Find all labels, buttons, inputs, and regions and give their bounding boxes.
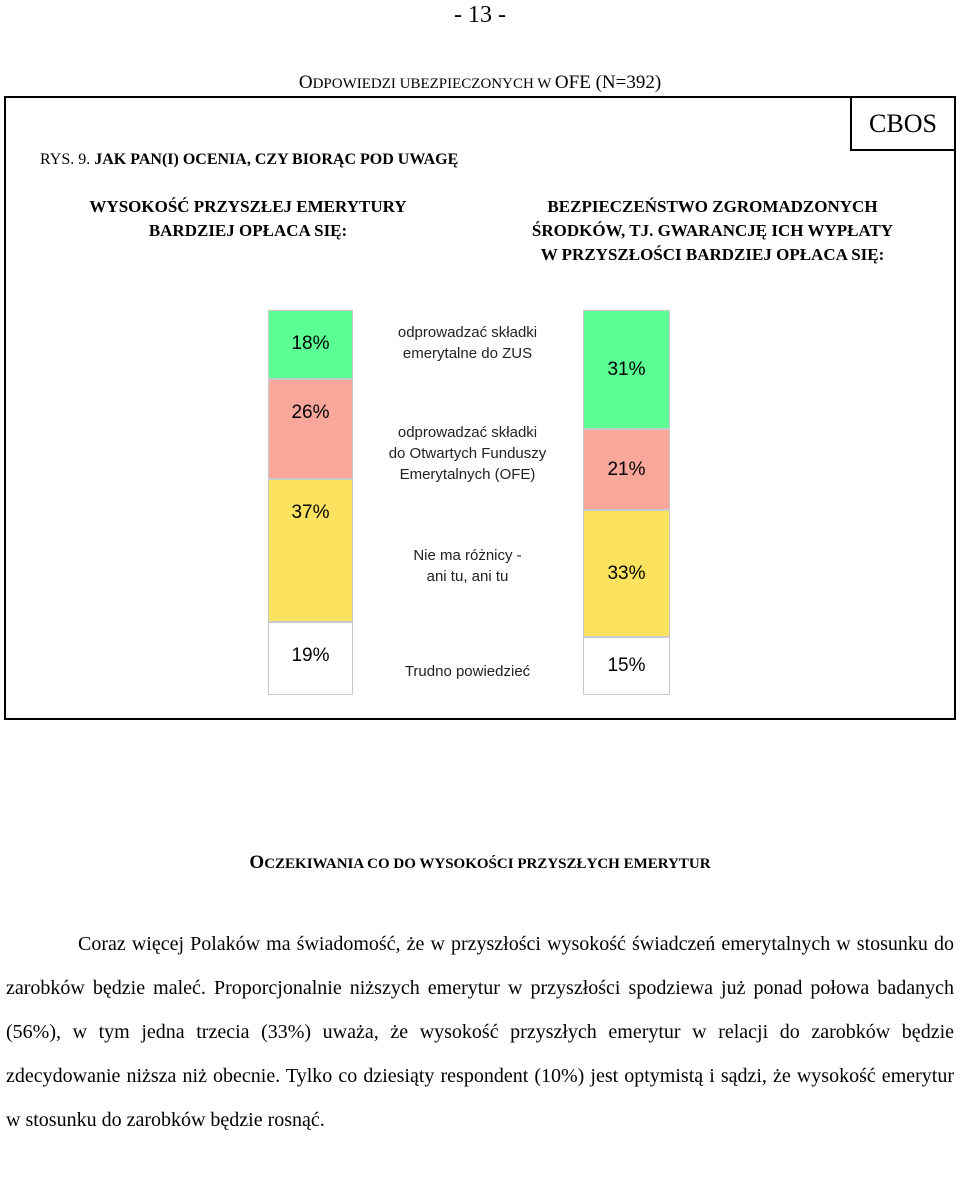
chart-heading-initial: O xyxy=(298,72,313,93)
bar-segment-right xyxy=(583,429,670,510)
data-label: 21% xyxy=(607,458,646,480)
chart-heading-sample: (N=392) xyxy=(590,72,662,93)
category-label xyxy=(355,661,580,682)
category-label xyxy=(355,545,580,587)
data-label: 18% xyxy=(291,333,330,354)
data-label: 26% xyxy=(291,402,330,424)
figure-number: RYS. 9. xyxy=(40,151,91,168)
figure-question: JAK PAN(I) OCENIA, CZY BIORĄC POD UWAGĘ xyxy=(94,151,459,168)
category-label-line: Nie ma różnicy - xyxy=(413,547,522,564)
page-number: - 13 - xyxy=(454,2,506,28)
bar-segment-right xyxy=(583,310,670,429)
section-heading-initial: O xyxy=(249,852,265,873)
category-label-line: odprowadzać składki xyxy=(397,324,538,341)
source-label: CBOS xyxy=(850,96,956,151)
bar-segment-right xyxy=(583,637,670,695)
right-column-header xyxy=(495,195,930,267)
bar-segment-left xyxy=(268,622,353,695)
data-label: 33% xyxy=(607,562,646,584)
data-label: 31% xyxy=(607,358,646,380)
bar-segment-left xyxy=(268,479,353,621)
category-label-line: Trudno powiedzieć xyxy=(404,663,531,680)
figure-frame xyxy=(4,96,956,720)
category-label-line: Emerytalnych (OFE) xyxy=(399,466,536,483)
category-label xyxy=(355,422,580,485)
left-header-line: BARDZIEJ OPŁACA SIĘ: xyxy=(148,221,348,240)
category-label-line: do Otwartych Funduszy xyxy=(388,445,547,462)
right-header-line: BEZPIECZEŃSTWO ZGROMADZONYCH xyxy=(547,197,878,216)
category-label xyxy=(355,322,580,364)
right-header-line: ŚRODKÓW, TJ. GWARANCJĘ ICH WYPŁATY xyxy=(531,221,894,240)
chart-heading xyxy=(0,72,960,94)
section-heading xyxy=(0,852,960,874)
section-heading-text: CZEKIWANIA CO DO WYSOKOŚCI PRZYSZŁYCH EMERYTUR xyxy=(264,856,711,872)
body-paragraph: Coraz więcej Polaków ma świadomość, że w przyszłości wysokość świadczeń emerytalnych w stosunku do zarobków będzie maleć. Proporcjonalnie niższych emerytur w przyszłości spodziewa już ponad połowa badanych (56%), w tym jedna trzecia (33%) uważa, że wysokość przyszłych emerytur w relacji do zarobków będzie zdecydowanie niższa niż obecnie. Tylko co dziesiąty respondent (10%) jest optymistą i sądzi, że wysokość emerytur w stosunku do zarobków będzie rosnąć. xyxy=(6,933,954,1131)
data-label: 15% xyxy=(607,655,646,677)
category-label-line: emerytalne do ZUS xyxy=(402,345,533,362)
right-header-line: W PRZYSZŁOŚCI BARDZIEJ OPŁACA SIĘ: xyxy=(540,245,885,264)
chart-heading-text: DPOWIEDZI UBEZPIECZONYCH W xyxy=(312,76,555,92)
left-column-header xyxy=(70,195,426,243)
figure-title xyxy=(40,151,458,169)
category-label-line: odprowadzać składki xyxy=(397,424,538,441)
bar-segment-left xyxy=(268,379,353,479)
category-label-line: ani tu, ani tu xyxy=(426,568,509,585)
data-label: 19% xyxy=(291,644,330,666)
data-label: 37% xyxy=(291,502,330,524)
bar-segment-left xyxy=(268,310,353,379)
left-header-line: WYSOKOŚĆ PRZYSZŁEJ EMERYTURY xyxy=(89,197,407,216)
chart-heading-ofe: OFE xyxy=(554,72,591,93)
bar-segment-right xyxy=(583,510,670,637)
